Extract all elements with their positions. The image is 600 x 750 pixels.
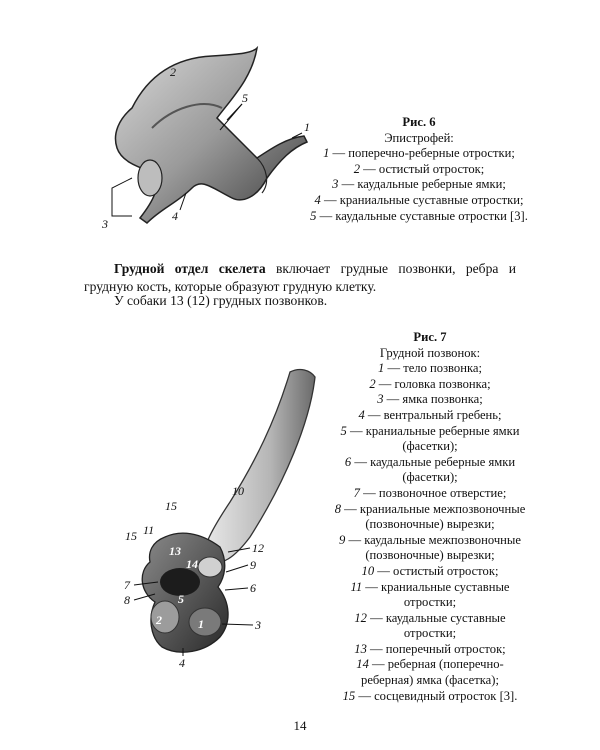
fig7-label-10: 10 xyxy=(232,484,244,498)
figure-7-caption xyxy=(334,330,526,704)
figure-7-item: 9 — каудальные межпозвоночные (позвоночные) вырезки; xyxy=(339,532,521,563)
figure-7-item: 12 — каудальные суставные отростки; xyxy=(354,610,506,641)
fig6-label-3: 3 xyxy=(102,217,108,231)
fig7-label-4: 4 xyxy=(179,656,185,670)
figure-7-item: 15 — сосцевидный отросток [3]. xyxy=(342,688,518,703)
figure-7-illustration xyxy=(110,362,340,677)
thoracic-vertebra-drawing xyxy=(110,362,340,677)
spinous-process-shape xyxy=(115,48,307,223)
fig6-label-4: 4 xyxy=(172,209,178,223)
epistropheus-drawing xyxy=(92,38,332,238)
figure-7-item: 7 — позвоночное отверстие; xyxy=(353,485,507,500)
figure-6-item: 2 — остистый отросток; xyxy=(353,161,485,176)
figure-6-caption xyxy=(306,115,532,224)
fig6-label-5: 5 xyxy=(242,91,248,105)
figure-6-item: 1 — поперечно-реберные отростки; xyxy=(323,146,515,161)
figure-7-item: 1 — тело позвонка; xyxy=(378,361,482,376)
fig7-label-1: 1 xyxy=(198,617,204,631)
figure-7-item: 6 — каудальные реберные ямки (фасетки); xyxy=(344,454,516,485)
fig7-label-12: 12 xyxy=(252,541,264,555)
thoracic-paragraph xyxy=(84,260,516,296)
fig7-label-3: 3 xyxy=(255,618,261,632)
figure-6-subject: Эпистрофей: xyxy=(384,130,454,145)
fig7-label-8: 8 xyxy=(124,593,130,607)
figure-6-title: Рис. 6 xyxy=(402,115,436,129)
figure-7-item: 5 — краниальные реберные ямки (фасетки); xyxy=(340,423,520,454)
figure-7-item: 11 — краниальные суставные отростки; xyxy=(350,579,510,610)
fig7-label-15-left: 15 xyxy=(125,529,137,543)
fig7-label-6: 6 xyxy=(250,581,256,595)
figure-7-item: 3 — ямка позвонка; xyxy=(377,392,483,407)
fig7-label-5: 5 xyxy=(178,592,184,606)
fig7-label-13: 13 xyxy=(169,544,181,558)
figure-7-subject: Грудной позвонок: xyxy=(379,345,481,360)
thoracic-term: Грудной отдел скелета xyxy=(114,261,266,276)
page-number: 14 xyxy=(293,718,307,733)
figure-6-item: 5 — каудальные суставные отростки [3]. xyxy=(310,208,528,223)
fig7-label-11: 11 xyxy=(143,523,155,537)
figure-7-item: 4 — вентральный гребень; xyxy=(358,407,502,422)
figure-6-illustration xyxy=(92,38,332,238)
figure-7-item: 2 — головка позвонка; xyxy=(369,376,491,391)
fig7-label-2: 2 xyxy=(156,613,162,627)
figure-7-item: 8 — краниальные межпозвоночные (позвоночные) вырезки; xyxy=(334,501,526,532)
figure-7-item: 13 — поперечный отросток; xyxy=(354,641,506,656)
figure-7-item: 10 — остистый отросток; xyxy=(361,563,499,578)
fig7-label-14: 14 xyxy=(186,557,198,571)
fig7-label-9: 9 xyxy=(250,558,256,572)
figure-7-item: 14 — реберная (поперечно-реберная) ямка (фасетка); xyxy=(356,657,504,688)
figure-7-title: Рис. 7 xyxy=(413,330,447,344)
fig6-label-2: 2 xyxy=(170,65,176,79)
fig7-label-7: 7 xyxy=(124,578,130,592)
fig7-label-15-top: 15 xyxy=(165,499,177,513)
figure-6-item: 4 — краниальные суставные отростки; xyxy=(314,192,524,207)
vertebra-count-paragraph: У собаки 13 (12) грудных позвонков. xyxy=(114,293,328,308)
fig6-label-1: 1 xyxy=(304,120,310,134)
figure-6-item: 3 — каудальные реберные ямки; xyxy=(332,177,506,192)
thoracic-text: включает грудные позвонки, ребра и грудную кость, которые образуют грудную клетку. xyxy=(84,261,516,294)
spinous-process-shape xyxy=(204,370,315,564)
